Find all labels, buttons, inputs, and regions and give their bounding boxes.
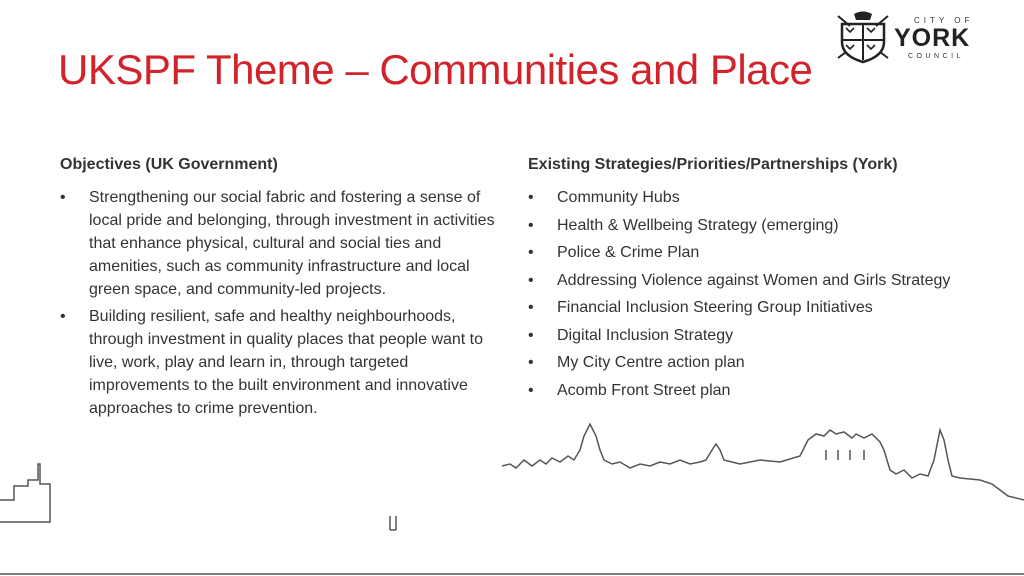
skyline-small-post	[390, 516, 396, 530]
strategy-item: • Digital Inclusion Strategy	[528, 324, 988, 347]
strategy-item: • My City Centre action plan	[528, 351, 988, 374]
strategy-item: • Acomb Front Street plan	[528, 379, 988, 402]
strategies-heading: Existing Strategies/Priorities/Partnerships (York)	[528, 156, 898, 173]
logo-council: COUNCIL	[908, 53, 965, 60]
objective-item: • Building resilient, safe and healthy neighbourhoods, through investment in quality places that people want to live, work, play and learn in, through targeted improvements to the built environment and innovative approaches to crime prevention.	[60, 305, 500, 420]
strategy-item: • Health & Wellbeing Strategy (emerging)	[528, 214, 988, 237]
slide-title: UKSPF Theme – Communities and Place	[58, 46, 813, 93]
york-skyline-illustration	[0, 420, 1024, 576]
coat-of-arms-icon	[836, 10, 890, 64]
skyline-left-outline	[0, 464, 50, 522]
skyline-right-outline	[502, 424, 1024, 500]
strategies-column	[528, 156, 988, 406]
strategy-item: • Police & Crime Plan	[528, 241, 988, 264]
city-of-york-council-logo	[836, 8, 1004, 66]
strategy-item: • Financial Inclusion Steering Group Initiatives	[528, 296, 988, 319]
skyline-tower-windows	[826, 450, 864, 460]
objective-item: • Strengthening our social fabric and fostering a sense of local pride and belonging, through investment in activities that enhance physical, cultural and social ties and amenities, such as community infrastructure and local green space, and community-led projects.	[60, 186, 500, 301]
objectives-column	[60, 156, 500, 424]
strategy-item: • Community Hubs	[528, 186, 988, 209]
logo-city-of: CITY OF	[914, 16, 974, 25]
strategies-list	[528, 186, 988, 402]
strategy-item: • Addressing Violence against Women and Girls Strategy	[528, 269, 988, 292]
logo-york: YORK	[894, 24, 971, 52]
objectives-heading: Objectives (UK Government)	[60, 156, 278, 173]
objectives-list	[60, 186, 500, 420]
